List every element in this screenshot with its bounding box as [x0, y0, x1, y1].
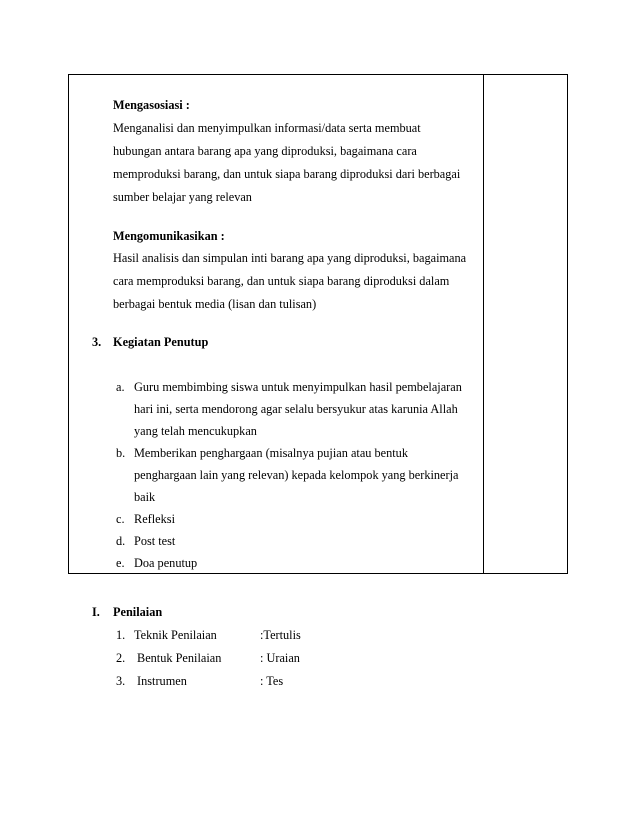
- list-item-line: Memberikan penghargaan (misalnya pujian atau bentuk: [134, 446, 408, 460]
- list-item-line: Guru membimbing siswa untuk menyimpulkan hasil pembelajaran: [134, 380, 462, 394]
- penilaian-value: :Tertulis: [260, 628, 301, 642]
- list-marker: e.: [116, 556, 125, 570]
- list-item-line: penghargaan lain yang relevan) kepada kelompok yang berkinerja: [134, 468, 459, 482]
- table-column-divider: [483, 74, 484, 574]
- list-marker: c.: [116, 512, 125, 526]
- penilaian-marker: 1.: [116, 628, 126, 642]
- penutup-heading: Kegiatan Penutup: [113, 335, 209, 349]
- mengomunikasikan-line: berbagai bentuk media (lisan dan tulisan): [113, 297, 317, 311]
- mengomunikasikan-heading: Mengomunikasikan :: [113, 229, 225, 243]
- penilaian-label: Instrumen: [137, 674, 187, 688]
- list-marker: d.: [116, 534, 126, 548]
- penilaian-marker: 3.: [116, 674, 126, 688]
- list-item-line: baik: [134, 490, 156, 504]
- penilaian-value: : Tes: [260, 674, 284, 688]
- penilaian-number: I.: [92, 605, 100, 619]
- list-item-line: hari ini, serta mendorong agar selalu bersyukur atas karunia Allah: [134, 402, 458, 416]
- list-item-line: Doa penutup: [134, 556, 198, 570]
- mengomunikasikan-line: cara memproduksi barang, dan untuk siapa barang diproduksi dalam: [113, 274, 450, 288]
- list-marker: a.: [116, 380, 125, 394]
- penilaian-heading: Penilaian: [113, 605, 163, 619]
- list-item-line: yang telah mencukupkan: [134, 424, 257, 438]
- list-item-line: Refleksi: [134, 512, 175, 526]
- mengasosiasi-line: sumber belajar yang relevan: [113, 190, 252, 204]
- penilaian-label: Teknik Penilaian: [134, 628, 217, 642]
- penilaian-marker: 2.: [116, 651, 126, 665]
- list-item-line: Post test: [134, 534, 176, 548]
- mengasosiasi-heading: Mengasosiasi :: [113, 98, 190, 112]
- list-marker: b.: [116, 446, 126, 460]
- mengasosiasi-line: hubungan antara barang apa yang diproduksi, bagaimana cara: [113, 144, 417, 158]
- penilaian-value: : Uraian: [260, 651, 300, 665]
- mengasosiasi-line: Menganalisi dan menyimpulkan informasi/data serta membuat: [113, 121, 421, 135]
- penilaian-label: Bentuk Penilaian: [137, 651, 222, 665]
- penutup-number: 3.: [92, 335, 102, 349]
- mengomunikasikan-line: Hasil analisis dan simpulan inti barang apa yang diproduksi, bagaimana: [113, 251, 467, 265]
- mengasosiasi-line: memproduksi barang, dan untuk siapa barang diproduksi dari berbagai: [113, 167, 461, 181]
